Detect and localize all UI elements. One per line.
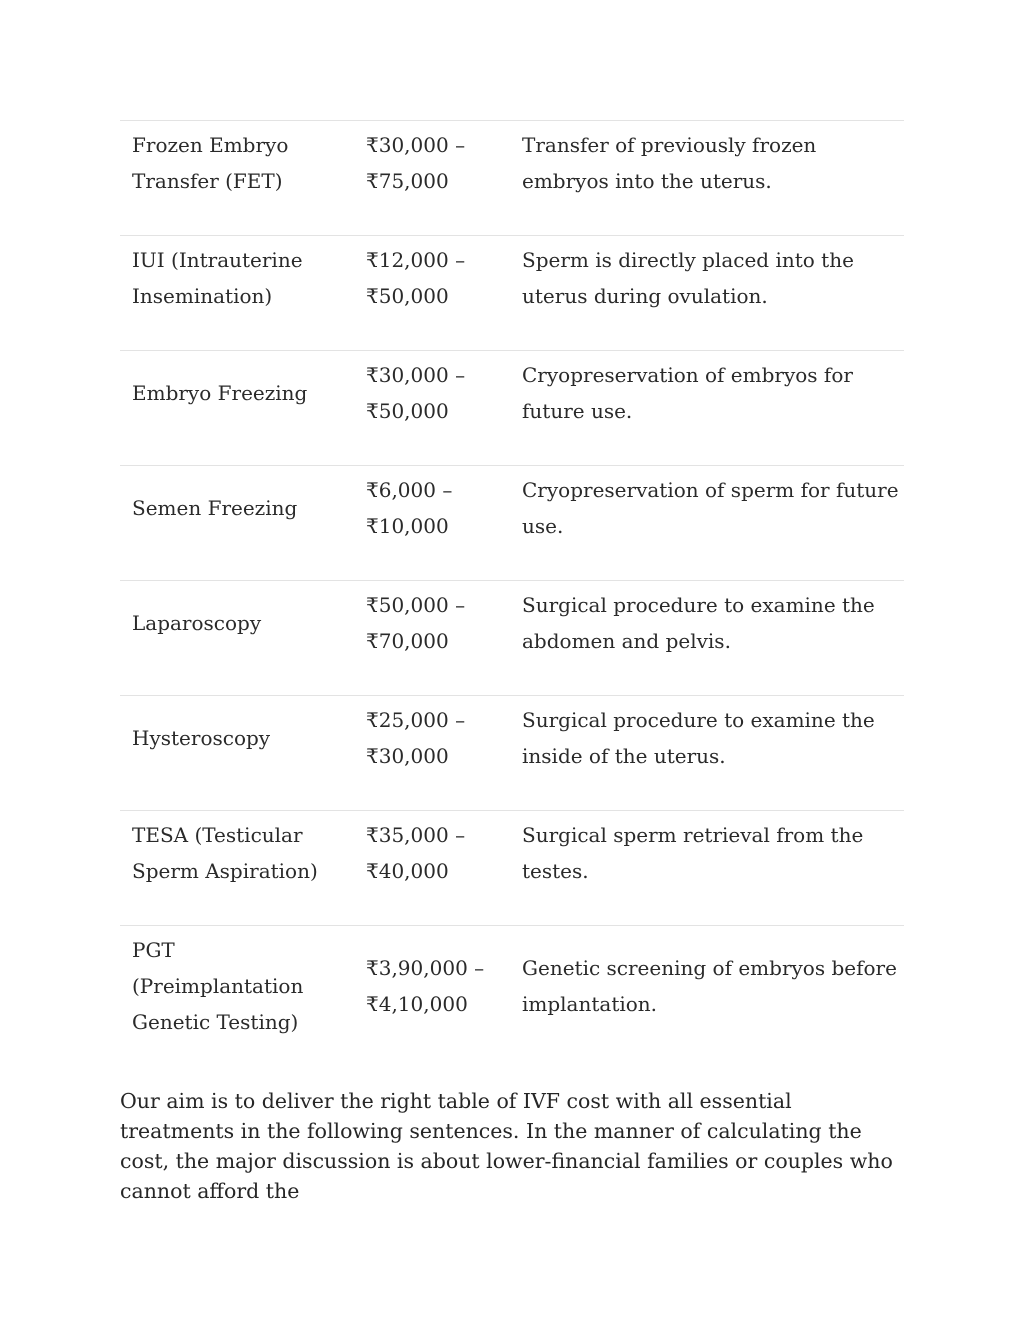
- treatment-name: TESA (Testicular Sperm Aspiration): [132, 823, 318, 883]
- body-paragraph: [120, 1086, 910, 1206]
- table-row: [120, 810, 904, 925]
- treatment-price: ₹30,000 – ₹75,000: [366, 133, 466, 193]
- treatment-name: Laparoscopy: [132, 611, 262, 635]
- table-row: [120, 925, 904, 1055]
- treatment-description: Surgical procedure to examine the abdomen and pelvis.: [522, 593, 875, 653]
- treatment-description: Genetic screening of embryos before implantation.: [522, 956, 897, 1016]
- table-row: [120, 580, 904, 695]
- treatment-price: ₹50,000 – ₹70,000: [366, 593, 466, 653]
- treatment-description: Sperm is directly placed into the uterus during ovulation.: [522, 248, 854, 308]
- treatment-name: PGT (Preimplantation Genetic Testing): [132, 938, 304, 1034]
- treatment-name: IUI (Intrauterine Insemination): [132, 248, 303, 308]
- treatment-price: ₹3,90,000 – ₹4,10,000: [366, 956, 485, 1016]
- treatment-description: Transfer of previously frozen embryos into the uterus.: [522, 133, 817, 193]
- treatment-name: Frozen Embryo Transfer (FET): [132, 133, 289, 193]
- paragraph-text: Our aim is to deliver the right table of IVF cost with all essential treatments in the following sentences. In the manner of calculating the cost, the major discussion is about lower-financial families or couples who cannot afford the: [120, 1089, 893, 1203]
- treatment-price: ₹35,000 – ₹40,000: [366, 823, 466, 883]
- table-row: [120, 120, 904, 235]
- treatment-description: Cryopreservation of embryos for future use.: [522, 363, 853, 423]
- treatment-price: ₹6,000 – ₹10,000: [366, 478, 453, 538]
- treatment-name: Embryo Freezing: [132, 381, 308, 405]
- table-row: [120, 235, 904, 350]
- table-row: [120, 350, 904, 465]
- treatment-name: Hysteroscopy: [132, 726, 271, 750]
- table-row: [120, 695, 904, 810]
- treatment-price: ₹30,000 – ₹50,000: [366, 363, 466, 423]
- treatment-price: ₹25,000 – ₹30,000: [366, 708, 466, 768]
- table-row: [120, 465, 904, 580]
- treatment-name: Semen Freezing: [132, 496, 298, 520]
- treatment-cost-table: [120, 120, 904, 1055]
- treatment-price: ₹12,000 – ₹50,000: [366, 248, 466, 308]
- treatment-description: Surgical sperm retrieval from the testes.: [522, 823, 864, 883]
- treatment-description: Surgical procedure to examine the inside of the uterus.: [522, 708, 875, 768]
- treatment-description: Cryopreservation of sperm for future use.: [522, 478, 899, 538]
